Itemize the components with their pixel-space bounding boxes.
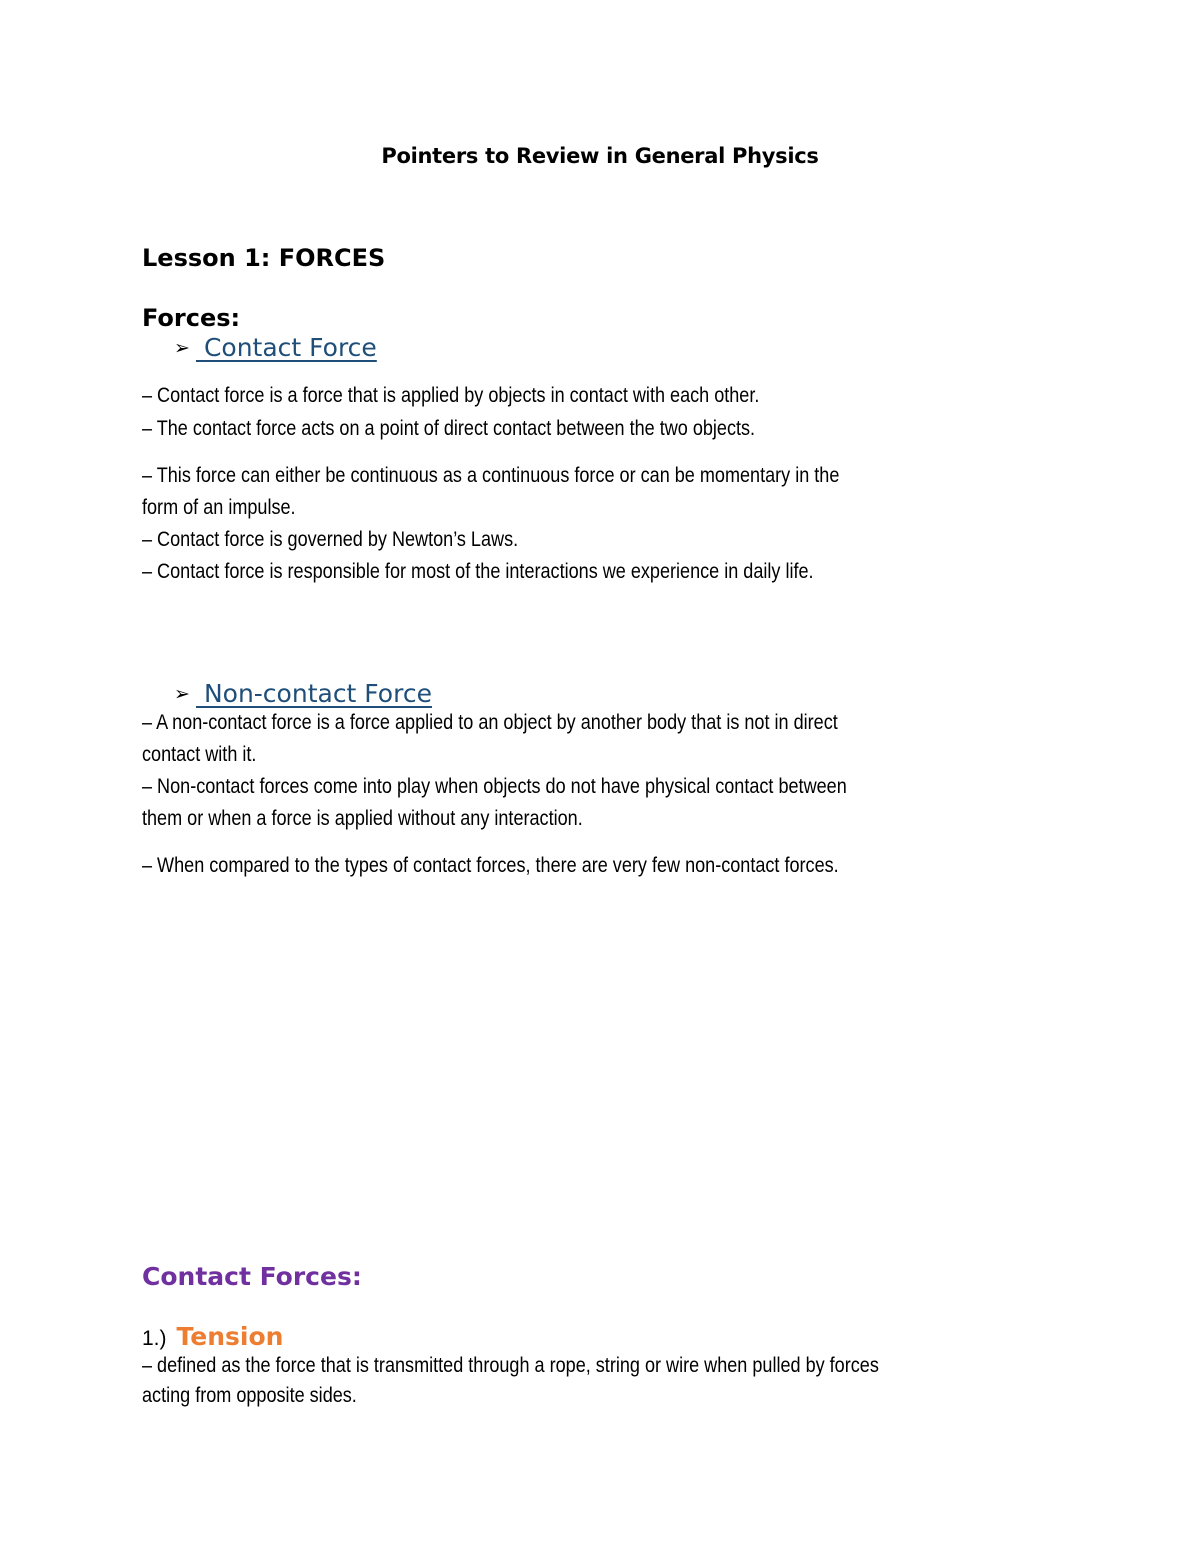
tension-item-heading — [142, 1322, 283, 1351]
lesson-title: Lesson 1: FORCES — [142, 244, 386, 272]
contact-force-line: – Contact force is governed by Newton’s Laws. — [142, 528, 519, 551]
document-title: Pointers to Review in General Physics — [381, 144, 819, 168]
non-contact-force-line: – When compared to the types of contact forces, there are very few non-contact forces. — [142, 854, 839, 877]
item-number: 1.) — [142, 1327, 167, 1350]
contact-force-line: – This force can either be continuous as a continuous force or can be momentary in the — [142, 464, 840, 487]
contact-force-heading-label: Contact Force — [196, 333, 377, 362]
tension-title: Tension — [176, 1322, 284, 1351]
non-contact-force-heading — [174, 679, 432, 708]
non-contact-force-line: contact with it. — [142, 743, 257, 766]
arrow-bullet-icon: ➢ — [174, 683, 190, 705]
contact-force-line: – Contact force is a force that is applied by objects in contact with each other. — [142, 384, 760, 407]
non-contact-force-line: – Non-contact forces come into play when objects do not have physical contact between — [142, 775, 847, 798]
non-contact-force-line: them or when a force is applied without any interaction. — [142, 807, 583, 830]
contact-force-line: – The contact force acts on a point of direct contact between the two objects. — [142, 417, 756, 440]
tension-definition-line: – defined as the force that is transmitted through a rope, string or wire when pulled by forces — [142, 1354, 879, 1377]
forces-label: Forces: — [142, 304, 241, 332]
contact-force-heading — [174, 333, 377, 362]
contact-force-line: – Contact force is responsible for most of the interactions we experience in daily life. — [142, 560, 814, 583]
non-contact-force-line: – A non-contact force is a force applied to an object by another body that is not in direct — [142, 711, 838, 734]
contact-forces-section-title: Contact Forces: — [142, 1262, 362, 1291]
contact-force-line: form of an impulse. — [142, 496, 296, 519]
non-contact-force-heading-label: Non-contact Force — [196, 679, 432, 708]
arrow-bullet-icon: ➢ — [174, 337, 190, 359]
tension-definition-line: acting from opposite sides. — [142, 1384, 357, 1407]
